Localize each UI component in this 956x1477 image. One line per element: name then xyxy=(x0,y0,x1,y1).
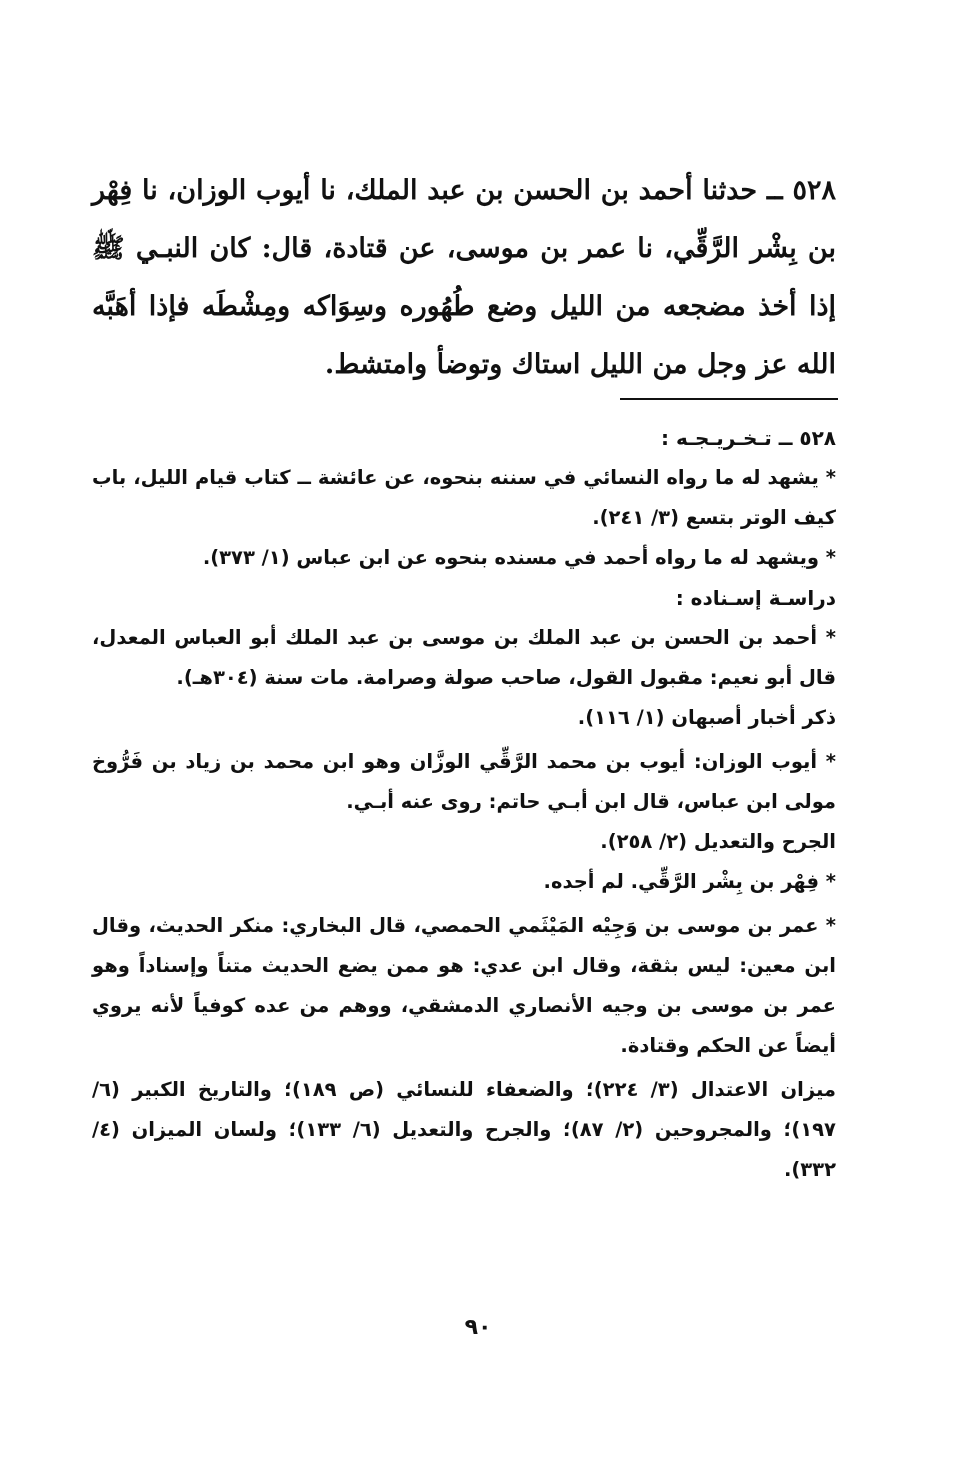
narrator-ahmad: * أحمد بن الحسن بن عبد الملك بن موسى بن عبد الملك أبو العباس المعدل، قال أبو نعيم: مقبول القول، صاحب صولة وصرامة. مات سنة (٣٠٤هـ). xyxy=(92,626,836,689)
narrator-ayyub: * أيوب الوزان: أيوب بن محمد الرَّقِّي الوزَّان وهو ابن محمد بن زياد بن فَرُّوخ مولى ابن عباس، قال ابن أبـي حاتم: روى عنه أبـي. xyxy=(92,750,836,813)
page-number: ٩٠ xyxy=(464,1315,492,1340)
narrator-ahmad-source: ذكر أخبار أصبهان (١/ ١١٦). xyxy=(577,706,836,729)
narrator-fihr: * فِهْر بن بِشْر الرَّقِّي. لم أجده. xyxy=(543,870,836,893)
narrator-umar-sources: ميزان الاعتدال (٣/ ٢٢٤)؛ والضعفاء للنسائي (ص ١٨٩)؛ والتاريخ الكبير (٦/ ١٩٧)؛ والمجروحين (٢/ ٨٧)؛ والجرح والتعديل (٦/ ١٣٣)؛ ولسان الميزان (٤/ ٣٣٢). xyxy=(92,1078,836,1181)
takhrij-heading: ٥٢٨ ــ تـخـريـجـه : xyxy=(661,426,836,450)
narrator-ayyub-source: الجرح والتعديل (٢/ ٢٥٨). xyxy=(600,830,836,853)
footnotes-block xyxy=(92,418,836,1190)
hadith-text: ٥٢٨ ــ حدثنا أحمد بن الحسن بن عبد الملك، نا أيوب الوزان، نا فِهْر بن بِشْر الرَّقِّي، نا عمر بن موسى، عن قتادة، قال: كان النبـي ﷺ إذا أخذ مضجعه من الليل وضع طُهُوره وسِوَاكه ومِشْطَه فإذا أهَبَّه الله عز وجل من الليل استاك وتوضأ وامتشط. xyxy=(92,175,836,380)
takhrij-line-2: * ويشهد له ما رواه أحمد في مسنده بنحوه عن ابن عباس (١/ ٣٧٣). xyxy=(202,546,836,569)
narrator-umar: * عمر بن موسى بن وَجِيْه المَيْثَمي الحمصي، قال البخاري: منكر الحديث، وقال ابن معين: ليس بثقة، وقال ابن عدي: هو ممن يضع الحديث متناً وإسناداً وهو عمر بن موسى بن وجيه الأنصاري الدمشقي، ووهم من عده كوفياً لأنه يروي أيضاً عن الحكم وقتادة. xyxy=(92,914,836,1057)
hadith-block xyxy=(92,162,836,394)
takhrij-line-1: * يشهد له ما رواه النسائي في سننه بنحوه، عن عائشة ــ كتاب قيام الليل، باب كيف الوتر بتسع (٣/ ٢٤١). xyxy=(92,466,836,529)
footnote-divider xyxy=(620,398,838,400)
dirasa-heading: دراسـة إسـناده : xyxy=(675,586,836,610)
